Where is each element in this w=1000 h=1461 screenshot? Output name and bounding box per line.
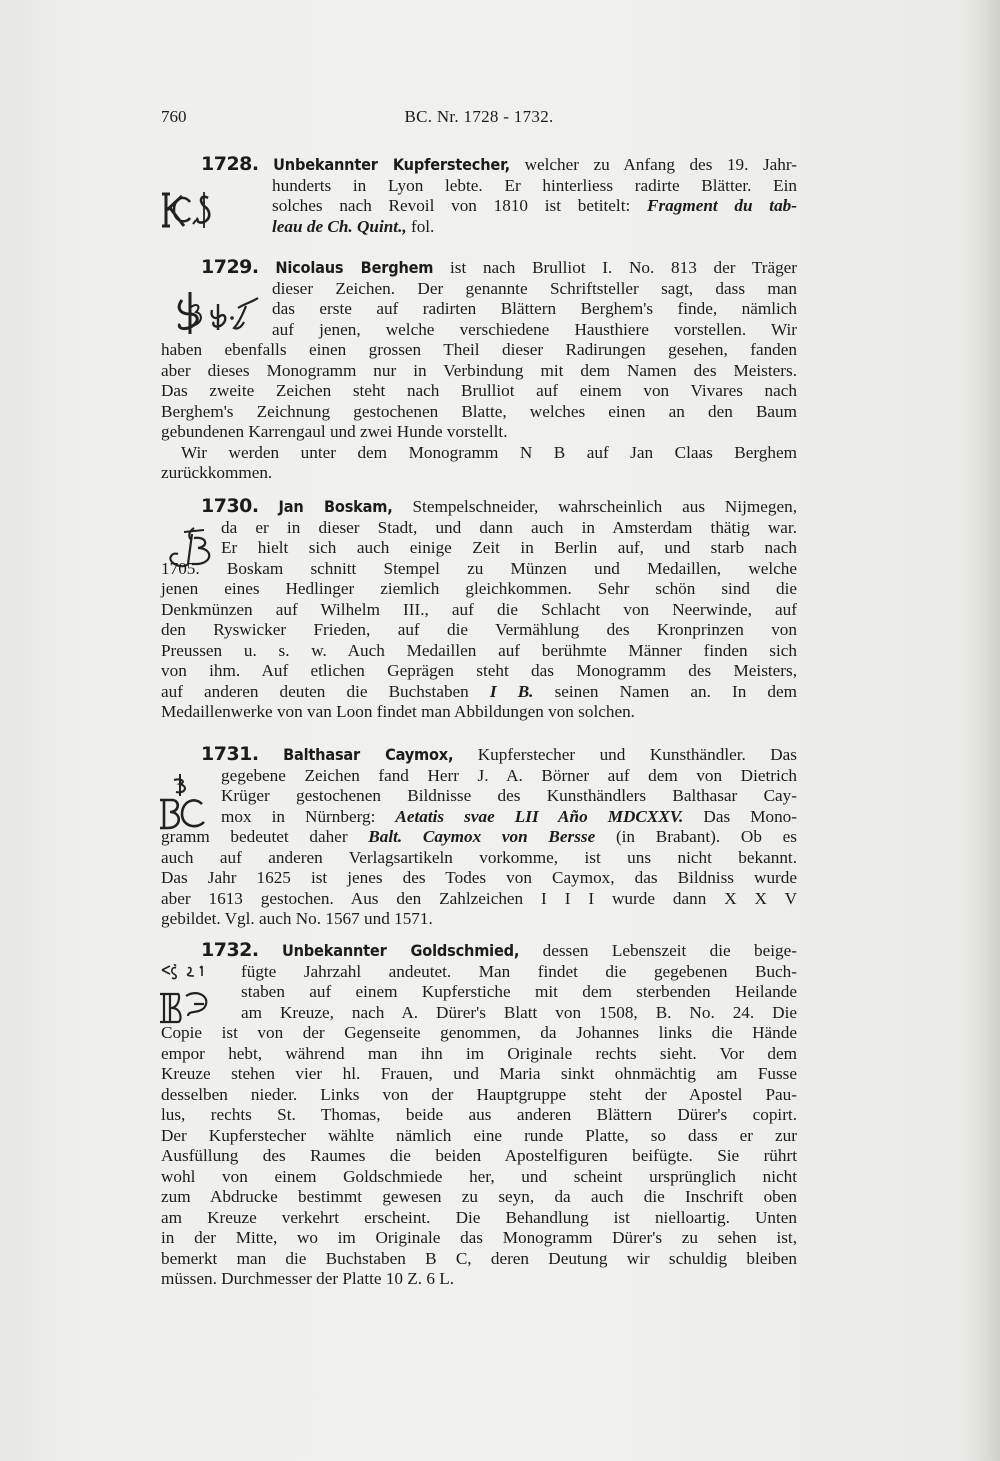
entry-name: Unbekannter Kupferstecher,	[273, 155, 511, 174]
page-number: 760	[161, 107, 187, 126]
entry-name: Nicolaus Berghem	[275, 258, 434, 277]
entry-name: Balthasar Caymox,	[283, 745, 454, 764]
entry-1729: 1729. Nicolaus Berghem ist nach Brulliot I. No. 813 der Träger dieser Zeichen. Der genannte Schriftsteller sagt, dass man das erste auf radirten Blättern Berghem's finde, nämlich auf jenen, welche verschiedene Hausthiere vorstellen. Wir haben ebenfalls einen grossen Theil dieser Radirungen gesehen, fanden aber dieses Monogramm nur in Verbindung mit dem Namen des Meisters. Das zweite Zeichen steht nach Brulliot auf einem von Vivares nach Berghem's Zeichnung gestochenen Blatte, welches einen an den Baum gebundenen Karrengaul und zwei Hunde vorstellt. Wir werden unter dem Monogramm N B auf Jan Claas Berghem zurückkommen.	[161, 256, 798, 482]
entry-1730: 1730. Jan Boskam, Stempelschneider, wahrscheinlich aus Nijmegen, da er in dieser Stadt, und dann auch in Amsterdam thätig war. Er hielt sich auch einige Zeit in Berlin auf, und starb nach 1705. Boskam schnitt Stempel zu Münzen und Medaillen, welche jenen eines Hedlinger ziemlich gleichkommen. Sehr schön sind die Denkmünzen auf Wilhelm III., auf die Schlacht von Neerwinde, auf den Ryswicker Frieden, auf die Vermählung des Kronprinzen von Preussen u. s. w. Auch Medaillen auf berühmte Männer finden sich von ihm. Auf etlichen Geprägen steht das Monogramm des Meisters, auf anderen deuten die Buchstaben I B. seinen Namen an. In dem Medaillenwerke von van Loon findet man Abbildungen von solchen.	[161, 495, 798, 721]
entry-number: 1731.	[201, 743, 259, 765]
entry-1731: 1731. Balthasar Caymox, Kupferstecher und Kunsthändler. Das gegebene Zeichen fand Herr J. A. Börner auf dem von Dietrich Krüger gestochenen Bildnisse des Kunsthändlers Balthasar Cay- mox in Nürnberg: Aetatis svae LII Año MDCXXV. Das Mono- gramm bedeutet daher Balt. Caymox von Bersse (in Brabant). Ob es auch auf anderen Verlagsartikeln vorkomme, ist uns nicht bekannt. Das Jahr 1625 ist jenes des Todes von Caymox, das Bildniss wurde aber 1613 gestochen. Aus den Zahlzeichen I I I wurde dann X X V gebildet. Vgl. auch No. 1567 und 1571.	[161, 743, 797, 928]
entry-number: 1728.	[201, 153, 259, 175]
book-spine-shadow	[962, 0, 1000, 1461]
entry-1732: 1732. Unbekannter Goldschmied, dessen Lebenszeit die beige- fügte Jahrzahl andeutet. Man findet die gegebenen Buch- staben auf einem Kupferstiche mit dem sterbenden Heilande am Kreuze, nach A. Dürer's Blatt von 1508, B. No. 24. Die Copie ist von der Gegenseite genommen, da Johannes links die Hände empor hebt, während man ihn im Originale rechts sieht. Vor dem Kreuze stehen vier hl. Frauen, und Maria sinkt ohnmächtig am Fusse desselben nieder. Links von der Hauptgruppe steht der Apostel Pau- lus, rechts St. Thomas, beide aus anderen Blättern Dürer's copirt. Der Kupferstecher wählte nämlich eine runde Platte, so dass er zur Ausfüllung des Raumes die beiden Apostelfiguren beifügte. Sie rührt wohl von einem Goldschmiede her, und scheint ursprünglich nicht zum Abdrucke bestimmt gewesen zu seyn, da auch die Inschrift oben am Kreuze verkehrt erscheint. Die Behandlung ist nielloartig. Unten in der Mitte, wo im Originale das Monogramm Dürer's zu sehen ist, bemerkt man die Buchstaben B C, deren Deutung wir schuldig bleiben müssen. Durchmesser der Platte 10 Z. 6 L.	[161, 939, 797, 1288]
entry-1728: 1728. Unbekannter Kupferstecher, welcher zu Anfang des 19. Jahr- hunderts in Lyon lebte. Er hinterliess radirte Blätter. Ein solches nach Revoil von 1810 ist betitelt: Fragment du tab- leau de Ch. Quint., fol.	[201, 153, 797, 236]
entry-name: Jan Boskam,	[278, 497, 393, 516]
entry-number: 1730.	[201, 495, 259, 517]
entry-number: 1729.	[201, 256, 259, 278]
page-header	[161, 107, 797, 131]
running-title: BC. Nr. 1728 - 1732.	[404, 107, 554, 126]
entry-number: 1732.	[201, 939, 259, 961]
entry-name: Unbekannter Goldschmied,	[282, 941, 520, 960]
